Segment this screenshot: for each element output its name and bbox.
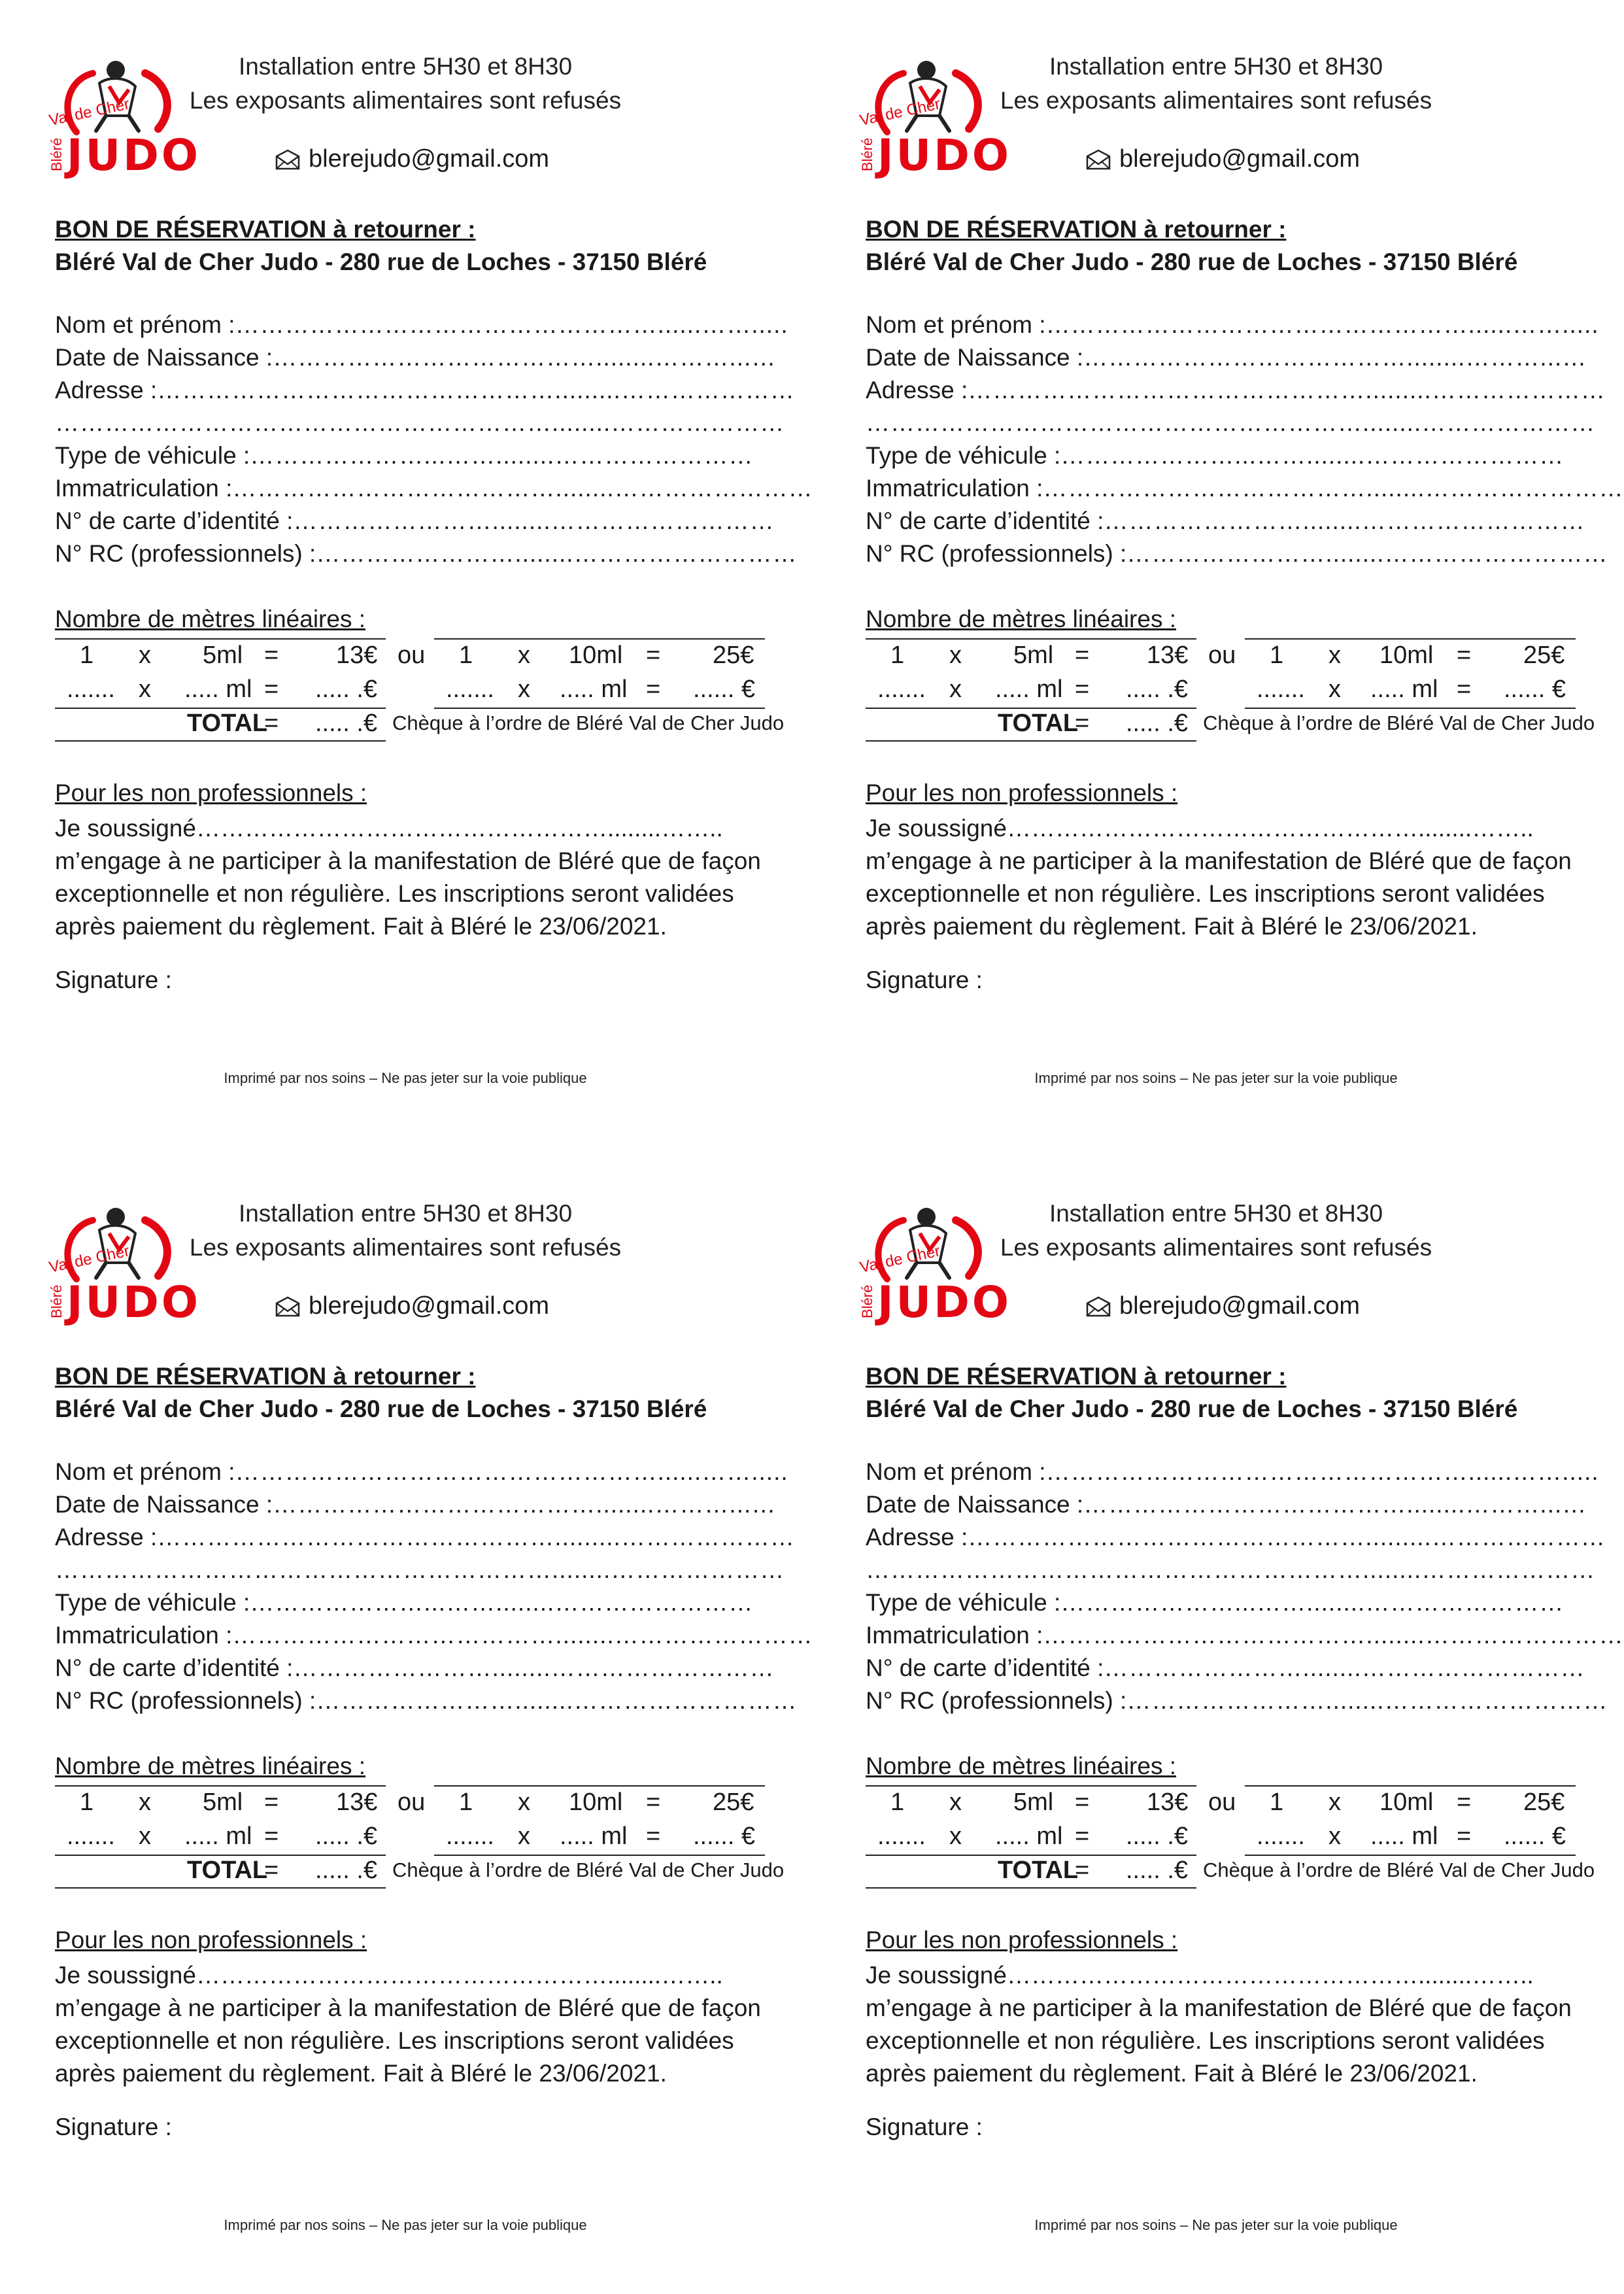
- booking-title: BON DE RÉSERVATION à retourner :: [866, 216, 1287, 243]
- cheque-note: Chèque à l’ordre de Bléré Val de Cher Judo: [392, 711, 785, 734]
- booking-header: [866, 213, 1517, 279]
- table-row-total: TOTAL = ..... .€ Chèque à l’ordre de Bléré Val de Cher Judo: [55, 1853, 774, 1887]
- nonpro-title: Pour les non professionnels :: [55, 779, 367, 806]
- logo-main-text: JUDO: [877, 130, 1012, 180]
- meters-title: Nombre de mètres linéaires :: [866, 606, 1177, 632]
- statement-line-4: après paiement du règlement. Fait à Bléré le 23/06/2021.: [866, 913, 1478, 940]
- statement-line-4: après paiement du règlement. Fait à Bléré le 23/06/2021.: [55, 913, 667, 940]
- field-address[interactable]: Adresse : ………………………………………….........…………………: [55, 377, 795, 403]
- field-id-card[interactable]: N° de carte d’identité : ……………………........………………………: [866, 507, 1585, 534]
- nonpro-title: Pour les non professionnels :: [866, 779, 1178, 806]
- meters-title: Nombre de mètres linéaires :: [55, 606, 366, 632]
- table-row-custom[interactable]: ....... x ..... ml = ..... .€ ....... x ..... ml = ...... €: [877, 1823, 1566, 1850]
- field-name[interactable]: Nom et prénom : ……………………………………………......…….....: [866, 311, 1599, 338]
- envelope-icon: [275, 1295, 301, 1318]
- contact-email[interactable]: [275, 1292, 549, 1320]
- form-fields: [866, 1456, 1624, 1717]
- cheque-note: Chèque à l’ordre de Bléré Val de Cher Judo: [392, 1858, 785, 1881]
- signature-label[interactable]: Signature :: [866, 2114, 983, 2140]
- installation-notice: [968, 1197, 1464, 1265]
- field-address[interactable]: Adresse : ………………………………………….........…………………: [55, 1524, 795, 1550]
- footer-note: Imprimé par nos soins – Ne pas jeter sur la voie publique: [224, 1070, 587, 1086]
- table-row-standard: 1 x 5ml = 13€ ou 1 x 10ml = 25€: [890, 642, 1565, 669]
- statement-line-1[interactable]: Je soussigné……………………………………………........……..: [866, 1962, 1534, 1989]
- table-row-standard: 1 x 5ml = 13€ ou 1 x 10ml = 25€: [80, 1789, 754, 1816]
- signature-label[interactable]: Signature :: [55, 2114, 172, 2140]
- booking-address: Bléré Val de Cher Judo - 280 rue de Loches - 37150 Bléré: [866, 248, 1518, 275]
- field-name[interactable]: Nom et prénom : ……………………………………………......…….....: [866, 1458, 1599, 1485]
- footer-note: Imprimé par nos soins – Ne pas jeter sur la voie publique: [1034, 2217, 1398, 2233]
- booking-header: [55, 213, 707, 279]
- statement-line-2: m’engage à ne participer à la manifestation de Bléré que de façon: [866, 847, 1572, 874]
- footer-note: Imprimé par nos soins – Ne pas jeter sur la voie publique: [224, 2217, 587, 2233]
- field-id-card[interactable]: N° de carte d’identité : ……………………........………………………: [55, 1654, 775, 1681]
- logo-top-text: Val de Cher: [47, 95, 131, 129]
- statement-line-3: exceptionnelle et non régulière. Les inscriptions seront validées: [55, 880, 734, 907]
- install-line-2: Les exposants alimentaires sont refusés: [1000, 1234, 1432, 1261]
- field-registration[interactable]: Immatriculation : …………………………………........……………………: [866, 1622, 1624, 1649]
- table-row-custom[interactable]: ....... x ..... ml = ..... .€ ....... x ..... ml = ...... €: [877, 676, 1566, 703]
- reservation-coupon: [0, 1147, 811, 2294]
- statement-line-3: exceptionnelle et non régulière. Les inscriptions seront validées: [866, 2027, 1545, 2054]
- installation-notice: [157, 1197, 654, 1265]
- statement-line-2: m’engage à ne participer à la manifestation de Bléré que de façon: [866, 1994, 1572, 2021]
- field-vehicle-type[interactable]: Type de véhicule : …………………...……........……………………: [866, 442, 1565, 469]
- table-row-standard: 1 x 5ml = 13€ ou 1 x 10ml = 25€: [890, 1789, 1565, 1816]
- form-fields: [55, 1456, 813, 1717]
- install-line-2: Les exposants alimentaires sont refusés: [1000, 87, 1432, 114]
- email-text: blerejudo@gmail.com: [309, 1292, 550, 1320]
- envelope-icon: [1085, 1295, 1111, 1318]
- field-rc-number[interactable]: N° RC (professionnels) : ……………………........………………………: [55, 1687, 798, 1714]
- contact-email[interactable]: [1085, 1292, 1360, 1320]
- field-birthdate[interactable]: Date de Naissance : …………………………………........………...…: [55, 344, 777, 371]
- reservation-coupon: [0, 0, 811, 1147]
- logo-side-text: Bléré: [859, 137, 875, 171]
- field-registration[interactable]: Immatriculation : …………………………………........……………………: [55, 1622, 813, 1649]
- field-rc-number[interactable]: N° RC (professionnels) : ……………………........………………………: [866, 1687, 1608, 1714]
- statement-line-2: m’engage à ne participer à la manifestation de Bléré que de façon: [55, 1994, 761, 2021]
- statement-line-4: après paiement du règlement. Fait à Bléré le 23/06/2021.: [55, 2060, 667, 2087]
- booking-title: BON DE RÉSERVATION à retourner :: [866, 1363, 1287, 1390]
- table-row-total: TOTAL = ..... .€ Chèque à l’ordre de Bléré Val de Cher Judo: [55, 706, 774, 740]
- email-text: blerejudo@gmail.com: [1119, 1292, 1361, 1320]
- logo-top-text: Val de Cher: [858, 95, 942, 129]
- email-text: blerejudo@gmail.com: [1119, 145, 1361, 173]
- form-fields: [866, 309, 1624, 570]
- field-id-card[interactable]: N° de carte d’identité : ……………………........………………………: [55, 507, 775, 534]
- install-line-1: Installation entre 5H30 et 8H30: [1049, 53, 1383, 80]
- field-vehicle-type[interactable]: Type de véhicule : …………………...……........……………………: [55, 442, 754, 469]
- cheque-note: Chèque à l’ordre de Bléré Val de Cher Judo: [1203, 711, 1595, 734]
- form-fields: [55, 309, 813, 570]
- field-registration[interactable]: Immatriculation : …………………………………........……………………: [866, 475, 1624, 502]
- reservation-coupon: [811, 0, 1624, 1147]
- field-address-line-2[interactable]: ……………………………………………………........…………………: [866, 409, 1596, 436]
- field-address[interactable]: Adresse : ………………………………………….........…………………: [866, 1524, 1606, 1550]
- booking-address: Bléré Val de Cher Judo - 280 rue de Loches - 37150 Bléré: [55, 248, 707, 275]
- nonpro-statement: [866, 1959, 1585, 2090]
- table-row-custom[interactable]: ....... x ..... ml = ..... .€ ....... x ..... ml = ...... €: [67, 1823, 756, 1850]
- installation-notice: [968, 50, 1464, 118]
- statement-line-2: m’engage à ne participer à la manifestation de Bléré que de façon: [55, 847, 761, 874]
- contact-email[interactable]: [275, 145, 549, 173]
- field-address[interactable]: Adresse : ………………………………………….........…………………: [866, 377, 1606, 403]
- field-name[interactable]: Nom et prénom : ……………………………………………......…….....: [55, 1458, 788, 1485]
- cheque-note: Chèque à l’ordre de Bléré Val de Cher Judo: [1203, 1858, 1595, 1881]
- nonpro-statement: [55, 812, 774, 943]
- install-line-1: Installation entre 5H30 et 8H30: [238, 1200, 573, 1227]
- table-row-standard: 1 x 5ml = 13€ ou 1 x 10ml = 25€: [80, 642, 754, 669]
- logo-side-text: Bléré: [48, 137, 65, 171]
- table-row-total: TOTAL = ..... .€ Chèque à l’ordre de Bléré Val de Cher Judo: [866, 706, 1585, 740]
- logo-top-text: Val de Cher: [858, 1242, 942, 1276]
- field-vehicle-type[interactable]: Type de véhicule : …………………...……........……………………: [55, 1589, 754, 1616]
- meters-title: Nombre de mètres linéaires :: [866, 1753, 1177, 1779]
- install-line-1: Installation entre 5H30 et 8H30: [1049, 1200, 1383, 1227]
- logo-main-text: JUDO: [67, 130, 201, 180]
- field-address-line-2[interactable]: ……………………………………………………........…………………: [55, 409, 785, 436]
- contact-email[interactable]: [1085, 145, 1360, 173]
- nonpro-title: Pour les non professionnels :: [55, 1926, 367, 1953]
- booking-address: Bléré Val de Cher Judo - 280 rue de Loches - 37150 Bléré: [55, 1395, 707, 1422]
- statement-line-1[interactable]: Je soussigné……………………………………………........……..: [866, 815, 1534, 842]
- field-birthdate[interactable]: Date de Naissance : …………………………………........………...…: [866, 344, 1587, 371]
- field-name[interactable]: Nom et prénom : ……………………………………………......…….....: [55, 311, 788, 338]
- booking-address: Bléré Val de Cher Judo - 280 rue de Loches - 37150 Bléré: [866, 1395, 1518, 1422]
- meters-title: Nombre de mètres linéaires :: [55, 1753, 366, 1779]
- booking-header: [55, 1360, 707, 1426]
- nonpro-statement: [55, 1959, 774, 2090]
- table-row-custom[interactable]: ....... x ..... ml = ..... .€ ....... x ..... ml = ...... €: [67, 676, 756, 703]
- booking-header: [866, 1360, 1517, 1426]
- field-id-card[interactable]: N° de carte d’identité : ……………………........………………………: [866, 1654, 1585, 1681]
- field-rc-number[interactable]: N° RC (professionnels) : ……………………........………………………: [55, 540, 798, 567]
- nonpro-statement: [866, 812, 1585, 943]
- signature-label[interactable]: Signature :: [55, 967, 172, 993]
- logo-side-text: Bléré: [859, 1284, 875, 1318]
- logo-main-text: JUDO: [67, 1277, 201, 1327]
- logo-top-text: Val de Cher: [47, 1242, 131, 1276]
- email-text: blerejudo@gmail.com: [309, 145, 550, 173]
- signature-label[interactable]: Signature :: [866, 967, 983, 993]
- envelope-icon: [1085, 148, 1111, 171]
- install-line-2: Les exposants alimentaires sont refusés: [189, 87, 622, 114]
- field-birthdate[interactable]: Date de Naissance : …………………………………........………...…: [55, 1491, 777, 1518]
- logo-main-text: JUDO: [877, 1277, 1012, 1327]
- footer-note: Imprimé par nos soins – Ne pas jeter sur la voie publique: [1034, 1070, 1398, 1086]
- statement-line-1[interactable]: Je soussigné……………………………………………........……..: [55, 1962, 723, 1989]
- envelope-icon: [275, 148, 301, 171]
- booking-title: BON DE RÉSERVATION à retourner :: [55, 1363, 476, 1390]
- install-line-2: Les exposants alimentaires sont refusés: [189, 1234, 622, 1261]
- field-rc-number[interactable]: N° RC (professionnels) : ……………………........………………………: [866, 540, 1608, 567]
- booking-title: BON DE RÉSERVATION à retourner :: [55, 216, 476, 243]
- reservation-coupon: [811, 1147, 1624, 2294]
- installation-notice: [157, 50, 654, 118]
- logo-side-text: Bléré: [48, 1284, 65, 1318]
- field-address-line-2[interactable]: ……………………………………………………........…………………: [866, 1556, 1596, 1583]
- install-line-1: Installation entre 5H30 et 8H30: [238, 53, 573, 80]
- field-vehicle-type[interactable]: Type de véhicule : …………………...……........……………………: [866, 1589, 1565, 1616]
- field-birthdate[interactable]: Date de Naissance : …………………………………........………...…: [866, 1491, 1587, 1518]
- field-address-line-2[interactable]: ……………………………………………………........…………………: [55, 1556, 785, 1583]
- statement-line-1[interactable]: Je soussigné……………………………………………........……..: [55, 815, 723, 842]
- statement-line-3: exceptionnelle et non régulière. Les inscriptions seront validées: [866, 880, 1545, 907]
- statement-line-4: après paiement du règlement. Fait à Bléré le 23/06/2021.: [866, 2060, 1478, 2087]
- statement-line-3: exceptionnelle et non régulière. Les inscriptions seront validées: [55, 2027, 734, 2054]
- nonpro-title: Pour les non professionnels :: [866, 1926, 1178, 1953]
- field-registration[interactable]: Immatriculation : …………………………………........……………………: [55, 475, 813, 502]
- table-row-total: TOTAL = ..... .€ Chèque à l’ordre de Bléré Val de Cher Judo: [866, 1853, 1585, 1887]
